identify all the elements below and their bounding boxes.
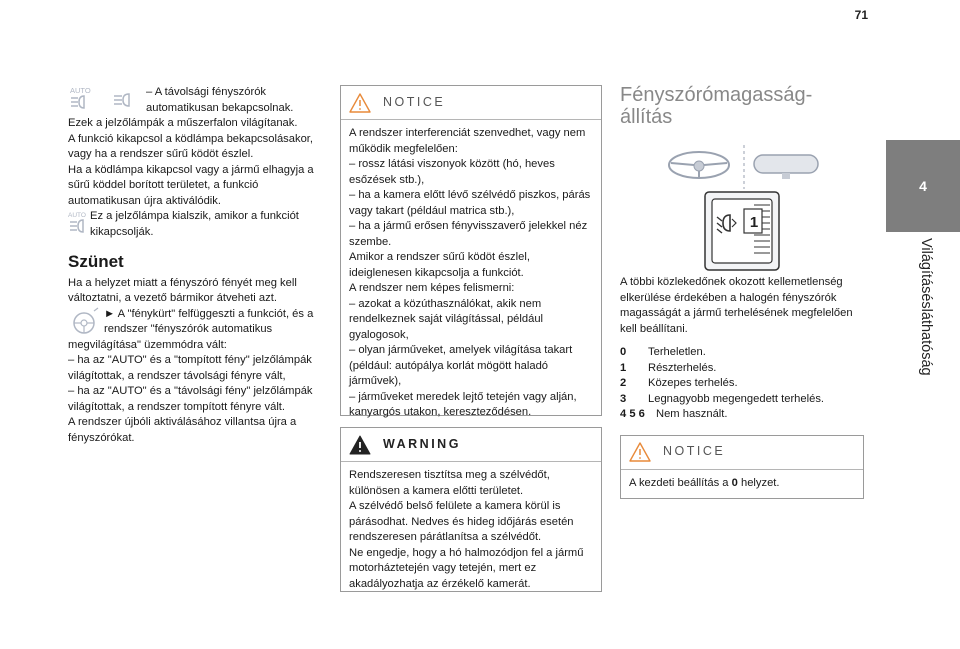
instruction-row-flash <box>68 307 324 338</box>
headlamp-adjust-figure <box>620 145 864 275</box>
paragraph: Ha a ködlámpa kikapcsol vagy a jármű elhagyja a sűrű köddel borított területet, a funkció automatikusan újra aktiválódik. <box>68 163 314 207</box>
section-heading-szunet: Szünet <box>68 252 124 271</box>
paragraph: Ha a helyzet miatt a fényszóró fényét meg kell változtatni, a vezető bármikor átveheti azt. <box>68 276 297 304</box>
notice-box <box>340 85 602 416</box>
notice-line: – ha a jármű erősen fényvisszaverő jelekkel néz szembe. <box>349 220 588 248</box>
page-number: 71 <box>854 8 868 22</box>
column-left <box>68 85 324 446</box>
notice-line: – olyan járműveket, amelyek világítása takart (például: autópálya korlát mögött haladó járművek), <box>349 344 573 387</box>
section-heading-line2: állítás <box>620 106 673 128</box>
high-beam-icon <box>110 85 140 111</box>
warning-line: A szélvédő belső felülete a kamera körül is párásodhat. Nedves és hideg időjárás esetén rendszeresen párátlanítsa a szélvédőt. <box>349 500 574 543</box>
chapter-number: 4 <box>919 178 927 194</box>
auto-high-beam-icon <box>68 209 90 235</box>
divider-dashed <box>742 145 746 189</box>
warning-box <box>340 427 602 592</box>
column-middle <box>340 85 602 592</box>
list-item: 3 Legnagyobb megengedett terhelés. <box>620 392 825 405</box>
notice-line: Amikor a rendszer sűrű ködöt észlel, ideiglenesen kikapcsolja a funkciót. <box>349 251 530 279</box>
svg-text:AUTO: AUTO <box>68 212 86 219</box>
chapter-tab[interactable] <box>886 140 960 232</box>
list-item: 0 Terheletlen. <box>620 346 706 358</box>
chapter-title-text: Világításésláthatóság <box>918 238 934 376</box>
notice-box-small <box>620 435 864 499</box>
steering-wheel-flash-icon <box>68 307 102 335</box>
paragraph: A funkció kikapcsol a ködlámpa bekapcsolásakor, vagy ha a rendszer sűrű ködöt észlel. <box>68 132 314 160</box>
notice-line: – rossz látási viszonyok között (hó, heves esőzések stb.), <box>349 158 555 186</box>
notice-triangle-icon <box>629 442 651 462</box>
section-heading-line1: Fényszórómagasság- <box>620 84 813 106</box>
svg-text:AUTO: AUTO <box>70 86 91 95</box>
notice-label: NOTICE <box>663 444 726 459</box>
chapter-title <box>906 238 942 638</box>
warning-triangle-icon <box>349 435 371 455</box>
notice-line: – járműveket meredek lejtő tetején vagy alján, kanyargós utakon, kereszteződésen. <box>349 390 577 418</box>
notice-triangle-icon <box>349 93 371 113</box>
paragraph: – ha az "AUTO" és a "távolsági fény" jelzőlámpák világítottak, a rendszer tompított fényre vált. <box>68 385 313 413</box>
indicator-row-auto-high-beam <box>68 85 324 116</box>
indicator-text: Ez a jelzőlámpa kialszik, amikor a funkciót kikapcsolják. <box>90 210 299 238</box>
notice-body <box>349 126 593 421</box>
list-item: 4 5 6 Nem használt. <box>620 408 728 420</box>
warning-line: Rendszeresen tisztítsa meg a szélvédőt, különösen a kamera előtti területet. <box>349 469 550 497</box>
indicator-row-off <box>68 209 324 240</box>
notice-body: A kezdeti beállítás a 0 helyzet. <box>629 476 780 489</box>
notice-line: – azokat a közúthasználókat, akik nem rendelkeznek saját világítással, például gyalogosok, <box>349 297 544 341</box>
notice-line: – ha a kamera előtt lévő szélvédő piszkos, párás vagy takart (például matrica stb.), <box>349 189 591 217</box>
list-item: 1 Részterhelés. <box>620 361 717 374</box>
paragraph: Ezek a jelzőlámpák a műszerfalon világítanak. <box>68 117 298 129</box>
dial-value: 1 <box>749 214 759 231</box>
list-item: 2 Közepes terhelés. <box>620 377 738 389</box>
steering-wheel-icon <box>666 149 732 183</box>
indicator-text: – A távolsági fényszórók automatikusan bekapcsolnak. <box>146 86 294 114</box>
warning-line: Ne engedje, hogy a hó halmozódjon fel a jármű motorháztetején vagy tetején, mert ez akadályozhatja az érzékelő kamerát. <box>349 546 584 590</box>
auto-high-beam-icon <box>68 85 98 111</box>
headlamp-level-dial-icon[interactable] <box>704 191 780 271</box>
rear-view-mirror-icon <box>752 151 820 181</box>
instruction-text: ► A "fénykürt" felfüggeszti a funkciót, és a rendszer "fényszórók automatikus <box>104 307 314 335</box>
notice-line: A rendszer interferenciát szenvedhet, vagy nem működik megfelelően: <box>349 127 586 155</box>
warning-body <box>349 468 593 592</box>
load-positions-list <box>620 345 864 423</box>
notice-line: A rendszer nem képes felismerni: <box>349 282 515 294</box>
paragraph: megvilágítása" üzemmódra vált: <box>68 338 227 351</box>
column-right <box>620 85 864 499</box>
warning-label: WARNING <box>383 436 461 451</box>
paragraph: – ha az "AUTO" és a "tompított fény" jelzőlámpák világítottak, a rendszer távolsági fényre vált, <box>68 354 312 382</box>
paragraph: A rendszer újbóli aktiválásához villantsa újra a fényszórókat. <box>68 416 297 444</box>
intro-paragraph: A többi közlekedőnek okozott kellemetlenség elkerülése érdekében a halogén fényszórók magasságát a jármű terhelésének megfelelően kell beállítani. <box>620 276 853 335</box>
notice-label: NOTICE <box>383 94 446 109</box>
